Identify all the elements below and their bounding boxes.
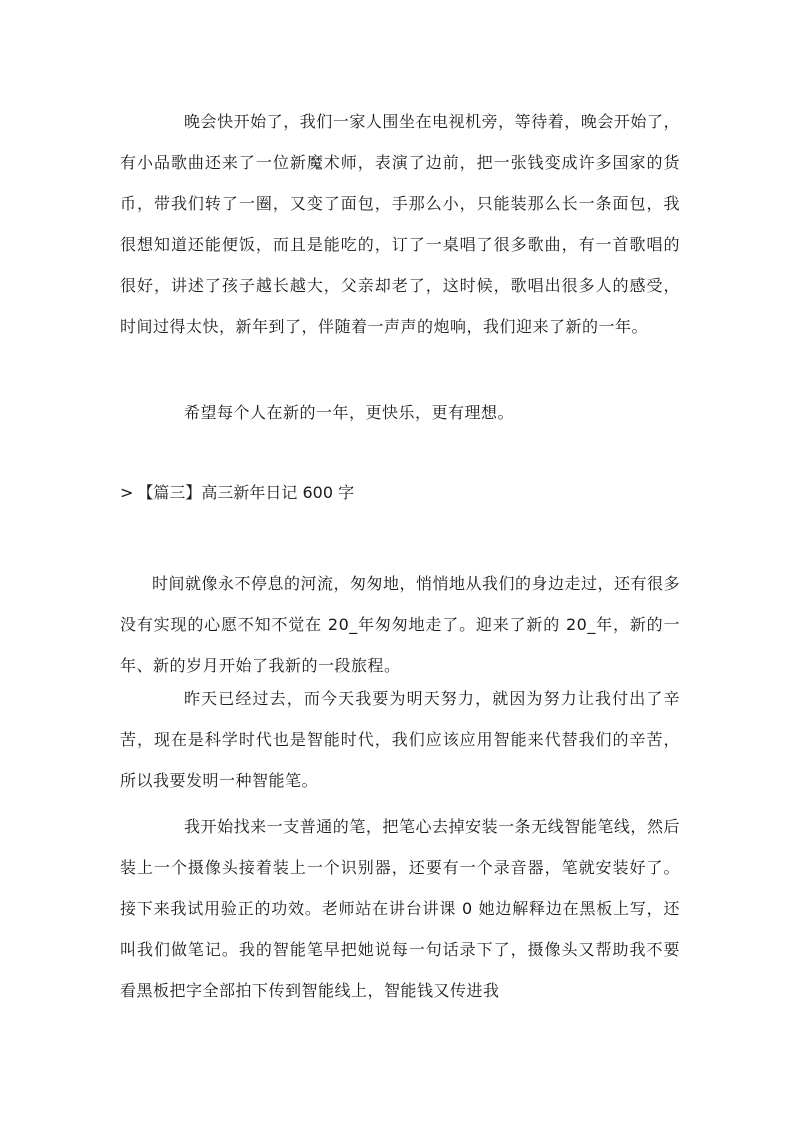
paragraph-block [120, 678, 680, 801]
arrow-icon: > [120, 483, 134, 502]
paragraph: 我开始找来一支普通的笔，把笔心去掉安装一条无线智能笔线，然后装上一个摄像头接着装上一个识别器，还要有一个录音器，笔就安装好了。接下来我试用验正的功效。老师站在讲台讲课 0 她边解释边在黑板上写，还叫我们做笔记。我的智能笔早把她说每一句话录下了，摄像头又帮助我不要看黑板把字全部拍下传到智能线上，智能钱又传进我 [120, 817, 680, 1000]
paragraph: 晚会快开始了，我们一家人围坐在电视机旁，等待着，晚会开始了，有小品歌曲还来了一位新魔术师，表演了边前，把一张钱变成许多国家的货币，带我们转了一圈，又变了面包，手那么小，只能装那么长一条面包，我很想知道还能便饭，而且是能吃的，订了一桌唱了很多歌曲，有一首歌唱的很好，讲述了孩子越长越大，父亲却老了，这时候，歌唱出很多人的感受，时间过得太快，新年到了，伴随着一声声的炮响，我们迎来了新的一年。 [120, 112, 680, 336]
section-heading [120, 478, 354, 508]
paragraph-block [120, 806, 680, 1011]
paragraph: 昨天已经过去，而今天我要为明天努力，就因为努力让我付出了辛苦，现在是科学时代也是智能时代，我们应该应用智能来代替我们的辛苦，所以我要发明一种智能笔。 [120, 689, 680, 790]
paragraph: 时间就像永不停息的河流，匆匆地，悄悄地从我们的身边走过，还有很多没有实现的心愿不知不觉在 20_年匆匆地走了。迎来了新的 20_年，新的一年、新的岁月开始了我新的一段旅程。 [120, 574, 681, 675]
paragraph-block [120, 101, 680, 347]
paragraph: 希望每个人在新的一年，更快乐，更有理想。 [184, 403, 515, 422]
section-title: 【篇三】高三新年日记 600 字 [137, 483, 355, 502]
paragraph-block [120, 563, 680, 686]
paragraph-block [120, 392, 680, 433]
